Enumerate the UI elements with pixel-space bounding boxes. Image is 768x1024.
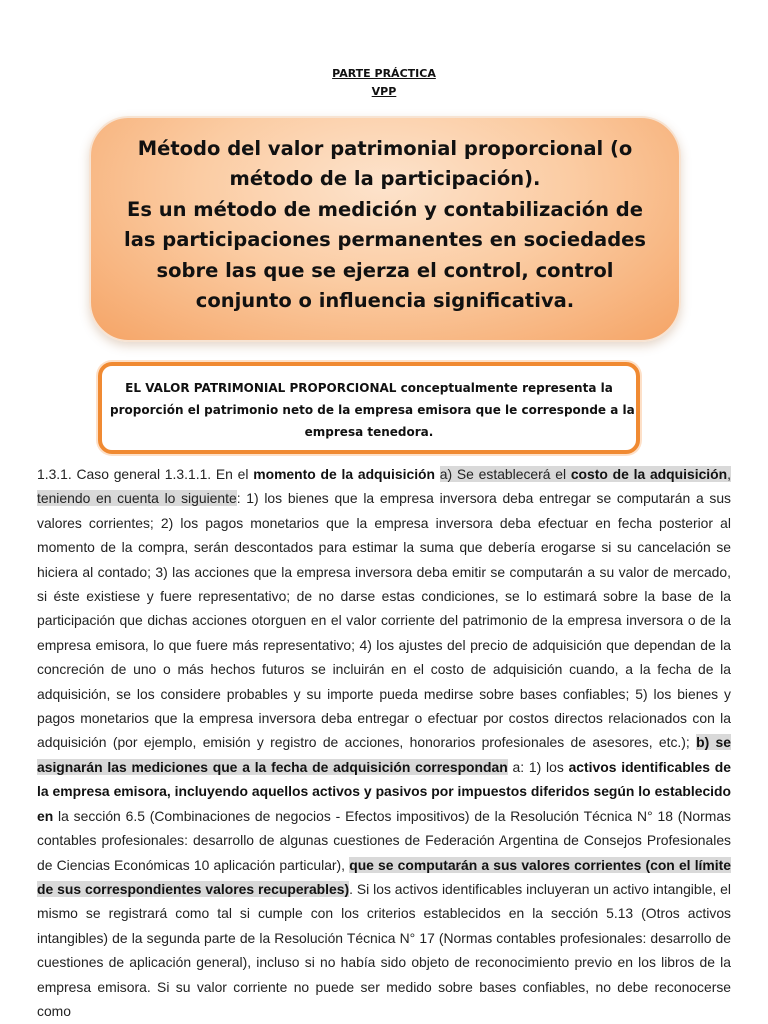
definition-line: empresa tenedora. [304, 424, 434, 439]
highlighted-run: a) Se establecerá el [439, 466, 571, 482]
definition-line1-rest: conceptualmente representa la [396, 381, 613, 395]
text-run: . Si los activos identificables incluyeran un activo intangible, el mismo se registrará como tal si cumple con los criterios establecidos en la sección 5.13 (Otros activos intangibles) de la segunda parte de la Resolución Técnica N° 17 (Normas contables profesionales: desarrollo de cuestiones de aplicación general), incluso si no había sido objeto de reconocimiento previo en los libros de la empresa emisora. Si su valor corriente no puede ser medido sobre bases confiables, no debe reconocerse como [37, 880, 731, 1019]
callout-line: método de la participación). [229, 167, 541, 191]
page-title: PARTE PRÁCTICA [332, 67, 436, 80]
paragraph [37, 462, 731, 1023]
text-run: : 1) los bienes que la empresa inversora deba entregar se computarán a sus valores corrientes; 2) los pagos monetarios que la empresa inversora deba efectuar en fecha posterior al momento de la compra, serán descontados para estimar la suma que debería erogarse si su cancelación se hiciera al contado; 3) las acciones que la empresa inversora deba emitir se computarán a su valor de mercado, si éste existiese y fuere representativo; de no darse estas condiciones, se lo estimará sobre la base de la participación que dichas acciones otorguen en el valor corriente del patrimonio de la empresa inversora o de la empresa emisora, lo que fuere más representativo; 4) los ajustes del precio de adquisición que dependan de la concreción de uno o más hechos futuros se incluirán en el costo de adquisición cuando, a la fecha de la adquisición, se los considere probables y su importe pueda medirse sobre bases confiables; 5) los bienes y pagos monetarios que la empresa inversora deba entregar o efectuar por costos directos relacionados con la adquisición (por ejemplo, emisión y registro de acciones, honorarios profesionales de asesores, etc.); [37, 490, 732, 751]
definition-line [110, 378, 628, 400]
highlighted-bold-run: b) se asignarán las mediciones que a la fecha de adquisición correspondan [37, 734, 732, 775]
callout-line: las participaciones permanentes en sociedades [124, 228, 646, 252]
callout-line: Método del valor patrimonial proporcional (o [137, 137, 633, 160]
text-run: la sección 6.5 (Combinaciones de negocios - Efectos impositivos) de la Resolución Técnica N° 18 (Normas contables profesionales: desarrollo de algunas cuestiones de Federación Argentina de Consejos Profesionales de Ciencias Económicas 10 aplicación particular), [37, 807, 731, 873]
body-paragraph [37, 462, 731, 1023]
text-run: a: 1) los [507, 758, 569, 775]
bold-run: momento de la adquisición [253, 466, 436, 482]
definition-text [110, 378, 635, 443]
definition-box [98, 362, 640, 454]
highlighted-bold-run: costo de la adquisición [570, 466, 728, 482]
definition-line: proporción el patrimonio neto de la empresa emisora que le corresponde a la [110, 402, 635, 417]
callout-line: conjunto o influencia significativa. [195, 289, 575, 313]
bold-run: activos identificables de la empresa emisora, incluyendo aquellos activos y pasivos por impuestos diferidos según lo establecido en [37, 758, 731, 824]
text-run: 1.3.1. Caso general 1.3.1.1. En el [37, 466, 254, 482]
highlighted-bold-run: que se computarán a sus valores corrientes (con el límite de sus correspondientes valores recuperables) [37, 856, 731, 897]
method-callout-box [89, 116, 681, 342]
method-callout-text [91, 134, 679, 316]
callout-line: Es un método de medición y contabilización de [127, 197, 643, 221]
callout-line: sobre las que se ejerza el control, control [156, 258, 614, 282]
highlighted-run: , teniendo en cuenta lo siguiente [37, 466, 731, 507]
page-subtitle: VPP [371, 85, 397, 98]
definition-lead: EL VALOR PATRIMONIAL PROPORCIONAL [125, 381, 397, 395]
